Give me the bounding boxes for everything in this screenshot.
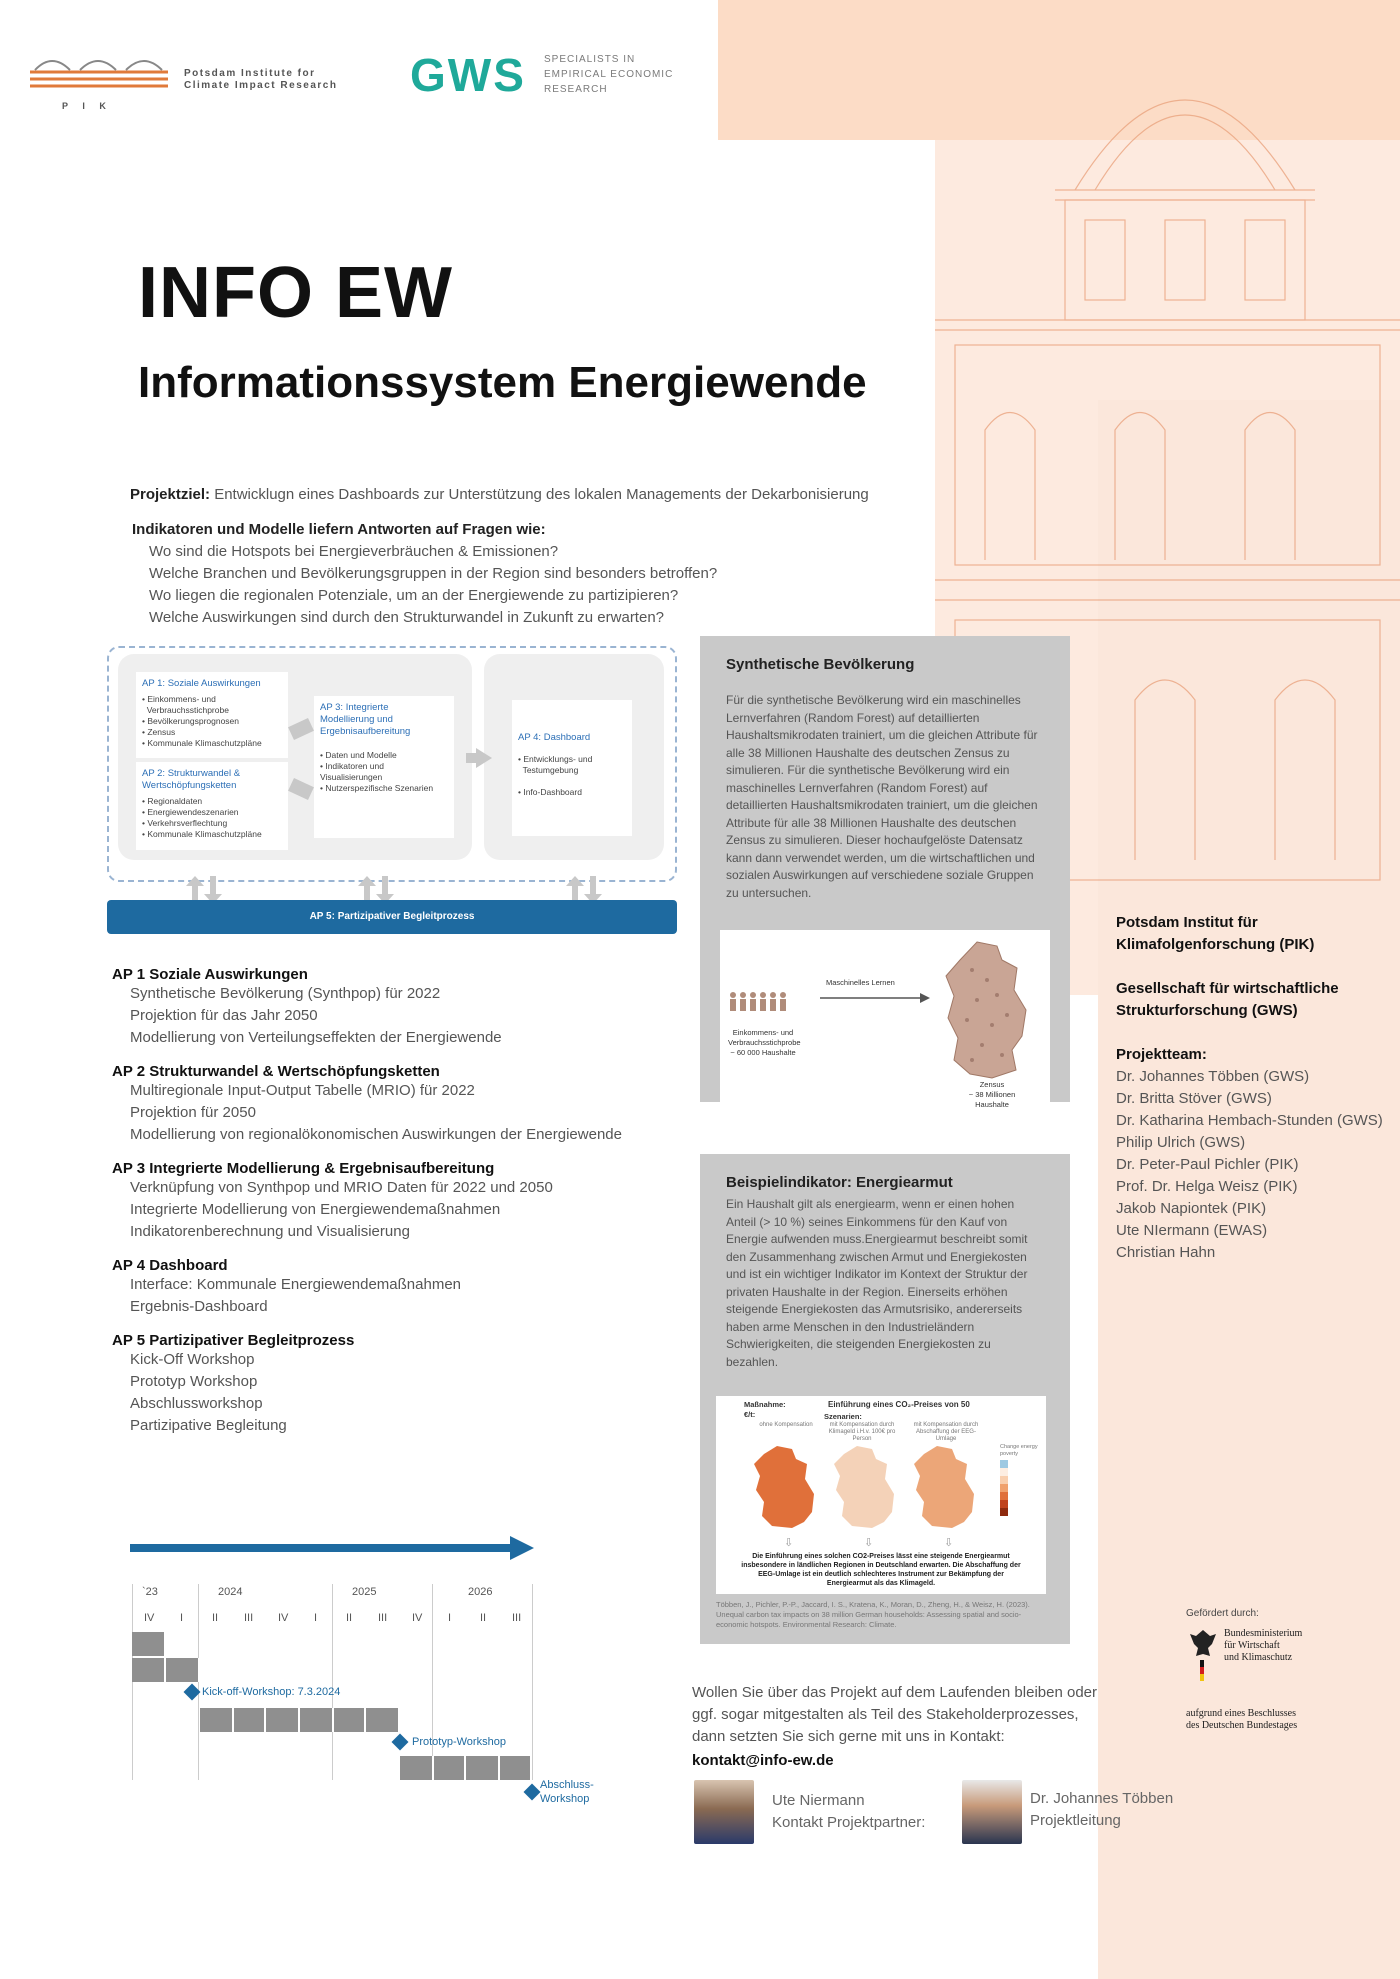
energy-map-s3 [912,1444,982,1530]
milestone-prototype: Prototyp-Workshop [412,1736,506,1748]
milestone-kickoff: Kick-off-Workshop: 7.3.2024 [202,1686,341,1698]
ap4-card-item: • Info-Dashboard [518,787,582,797]
ap-section-item: Prototyp Workshop [130,1373,258,1390]
page-title: INFO EW [138,253,453,333]
timeline [132,1584,594,1805]
ap1-card-item: • Zensus [142,727,176,737]
pik-abbr: P I K [62,101,112,111]
ap-section-item: Verknüpfung von Synthpop und MRIO Daten für 2022 und 2050 [130,1179,553,1196]
timeline-year: 2025 [352,1586,377,1598]
down-arrow-icon: ⇩ [784,1537,794,1549]
ap-section-item: Projektion für 2050 [130,1104,256,1121]
ap-section-item: Partizipative Begleitung [130,1417,287,1434]
synth-fig-left-line: Verbrauchsstichprobe [728,1038,801,1047]
ap-section-item: Indikatorenberechnung und Visualisierung [130,1223,410,1240]
ap5-bar: AP 5: Partizipativer Begleitprozess [107,900,677,934]
ap4-card-list [518,754,626,798]
ap4-card-item: • Entwicklungs- und [518,754,593,764]
ap2-card-item: • Regionaldaten [142,796,203,806]
team-member: Ute NIermann (EWAS) [1116,1222,1268,1239]
timeline-quarter: I [180,1612,184,1624]
ap1-card-title: AP 1: Soziale Auswirkungen [142,678,261,689]
energy-fig-measure-line: Maßnahme: [744,1400,786,1409]
energy-map-s1 [752,1444,822,1530]
ap3-card-list [320,750,448,794]
ap3-card-title2: Modellierung und [320,714,393,725]
gantt-bar [132,1632,166,1656]
ap-section [112,966,692,1049]
ap3-card-item: • Nutzerspezifische Szenarien [320,783,434,793]
ap2-card-item: • Energiewendeszenarien [142,807,239,817]
ap2-card [136,762,288,850]
question-item: Wo sind die Hotspots bei Energieverbräuchen & Emissionen? [149,543,559,560]
ap-section [112,1063,692,1146]
funding-label: Gefördert durch: [1186,1608,1259,1619]
timeline-quarter: III [244,1612,254,1624]
ap3-card-title: AP 3: Integrierte [320,702,389,713]
ap-section-item: Multiregionale Input-Output Tabelle (MRIO) für 2022 [130,1082,475,1099]
ap-section [112,1257,692,1318]
project-goal [130,484,869,506]
contact-person-1 [772,1790,925,1834]
gws-logo: GWS [410,49,526,101]
gantt-bar [166,1658,200,1682]
energy-reference: Többen, J., Pichler, P.-P., Jaccard, I. S., Kratena, K., Moran, D., Zheng, H., & Weisz, H. (2023). Unequal carbon tax impacts on 38 million German households: Assessing spatial and socio-economic hotspots. Environmental Research: Climate. [716,1600,1030,1629]
energy-fig-scenarios: Szenarien: [824,1412,862,1421]
timeline-quarter: II [346,1612,353,1624]
gantt-bar [466,1756,500,1780]
ap-section-item: Integrierte Modellierung von Energiewendemaßnahmen [130,1201,501,1218]
contact-person-2 [1030,1788,1173,1832]
ministry-line: Bundesministerium [1224,1628,1303,1639]
contact-person-1-name: Ute Niermann [772,1792,865,1809]
milestone-diamond-icon [392,1734,409,1751]
timeline-quarter: IV [144,1612,155,1624]
contact-person-2-role: Projektleitung [1030,1812,1121,1829]
team-member: Philip Ulrich (GWS) [1116,1134,1246,1151]
page-subtitle: Informationssystem Energiewende [138,358,867,407]
project-goal-label: Projektziel: [130,486,211,503]
energy-figure [716,1396,1046,1594]
project-goal-text: Entwicklugn eines Dashboards zur Unterstützung des lokalen Managements der Dekarbonisierung [214,486,869,503]
team-member: Dr. Britta Stöver (GWS) [1116,1090,1272,1107]
energy-fig-s2: mit Kompensation durch Klimageld i.H.v. 100€ pro Person [828,1422,896,1442]
bundestag-decision [1186,1708,1297,1732]
ap1-card-list [142,694,282,749]
timeline-quarter: IV [278,1612,289,1624]
decision-line: des Deutschen Bundestages [1186,1720,1298,1731]
team-member: Dr. Johannes Többen (GWS) [1116,1068,1310,1085]
ap-section-item: Abschlussworkshop [130,1395,263,1412]
energy-fig-s3: mit Kompensation durch Abschaffung der EEG-Umlage [913,1422,979,1442]
synth-figure [720,930,1050,1109]
contact-intro [692,1682,1097,1748]
milestone-final [540,1778,600,1806]
timeline-year: `23 [142,1586,158,1598]
ap4-card-item [518,776,626,787]
synth-fig-left-line: Einkommens- und [732,1028,794,1037]
team-member: Jakob Napiontek (PIK) [1116,1200,1267,1217]
synth-fig-ml: Maschinelles Lernen [826,978,895,987]
ap-section-item: Kick-Off Workshop [130,1351,255,1368]
timeline-year: 2024 [218,1586,243,1598]
contact-person-1-role: Kontakt Projektpartner: [772,1814,926,1831]
ap3-card-title3: Ergebnisaufbereitung [320,726,411,737]
ap-section-head: AP 2 Strukturwandel & Wertschöpfungsketten [112,1063,440,1080]
timeline-quarter: IV [412,1612,423,1624]
energy-fig-legend: Change energy poverty [1000,1444,1038,1457]
contact-intro-line: dann setzten Sie sich gerne mit uns in Kontakt: [692,1728,1005,1745]
partner-gws: Gesellschaft für wirtschaftliche Strukturforschung (GWS) [1116,980,1339,1019]
energy-title: Beispielindikator: Energiearmut [726,1174,953,1191]
synth-fig-right-line: ~ 38 Millionen Haushalte [968,1090,1016,1109]
partners-block [1116,912,1386,1264]
milestone-final-line: Workshop [540,1793,590,1805]
ap2-card-list [142,796,282,840]
gantt-bar [434,1756,466,1780]
ap1-card-item: • Kommunale Klimaschutzpläne [142,738,262,748]
ap-section [112,1332,692,1437]
energy-fig-title: Einführung eines CO₂-Preises von 50 [828,1400,970,1409]
federal-eagle-icon [1188,1626,1218,1684]
energy-fig-s1: ohne Kompensation [759,1422,813,1428]
gantt-bar [132,1658,166,1682]
diagram-arrow [466,748,492,768]
ap1-card-item: Verbrauchsstichprobe [142,705,229,715]
ap-section [112,1160,692,1243]
gantt-bar [300,1708,334,1732]
avatar-johannes-toebben [962,1780,1022,1844]
question-item: Welche Auswirkungen sind durch den Strukturwandel in Zukunft zu erwarten? [149,609,665,626]
ap4-card-item: Testumgebung [518,765,579,775]
milestone-final-line: Abschluss- [540,1779,594,1791]
ap3-card-item: • Indikatoren und Visualisierungen [320,761,384,782]
team-member: Dr. Katharina Hembach-Stunden (GWS) [1116,1112,1383,1129]
ap2-card-title2: Wertschöpfungsketten [142,780,237,791]
energy-map-s2 [832,1444,902,1530]
timeline-year: 2026 [468,1586,493,1598]
ap3-card-item: • Daten und Modelle [320,750,397,760]
household-sample-icon [728,990,788,1018]
ministry-name [1224,1628,1302,1664]
gantt-bar [366,1708,400,1732]
question-item: Wo liegen die regionalen Potenziale, um an der Energiewende zu partizipieren? [149,587,679,604]
energy-fig-measure-line: €/t: [744,1410,756,1419]
pik-name-line1: Potsdam Institute for [184,68,316,79]
synth-fig-right [952,1080,1032,1110]
synth-fig-left-line: ~ 60 000 Haushalte [730,1048,796,1057]
synth-fig-right-line: Zensus [979,1080,1005,1089]
ap-section-head: AP 5 Partizipativer Begleitprozess [112,1332,355,1349]
gws-line2: EMPIRICAL ECONOMIC [544,69,674,80]
energy-legend-scale [1000,1460,1010,1516]
ap1-card-item: • Einkommens- und [142,694,216,704]
questions-list [149,541,717,629]
ap2-card-item: • Kommunale Klimaschutzpläne [142,829,262,839]
ap3-card [314,696,454,838]
ap2-card-title: AP 2: Strukturwandel & [142,768,241,779]
synth-fig-left [728,1028,801,1058]
timeline-arrow-icon [130,1536,534,1560]
germany-census-map [942,940,1032,1080]
energy-text: Ein Haushalt gilt als energiearm, wenn er einen hohen Anteil (> 10 %) seines Einkommens für den Kauf von Energie aufwenden muss.Energiearmut beschreibt somit den Zusammenhang zwischen Armut und Energiekosten und ist ein wichtiger Indikator im Kontext der Struktur der privaten Haushalte in der Region. Einerseits erhöhen steigende Energiekosten das Armutsrisiko, andererseits haben arme Menschen in den Industrieländern Schwierigkeiten, die steigenden Energiekosten zu bezahlen. [726,1197,1028,1369]
ministry-line: und Klimaschutz [1224,1652,1293,1663]
arrow-right-icon [820,992,930,1004]
ap4-card-title: AP 4: Dashboard [518,732,591,743]
pik-logo-icon [30,52,168,98]
down-arrow-icon: ⇩ [944,1537,954,1549]
team-member: Prof. Dr. Helga Weisz (PIK) [1116,1178,1298,1195]
gantt-bar [400,1756,434,1780]
gantt-bar [500,1756,532,1780]
timeline-quarter: I [314,1612,318,1624]
contact-email-link[interactable]: kontakt@info-ew.de [692,1752,834,1769]
pik-name-line2: Climate Impact Research [184,80,338,91]
ap-section-head: AP 1 Soziale Auswirkungen [112,966,308,983]
energy-fig-measure [744,1400,786,1420]
gantt-bar [266,1708,300,1732]
gws-line3: RESEARCH [544,84,608,95]
contact-person-2-name: Dr. Johannes Többen [1030,1790,1174,1807]
ap-section-item: Synthetische Bevölkerung (Synthpop) für 2022 [130,985,441,1002]
timeline-quarter: II [212,1612,219,1624]
timeline-quarter: III [512,1612,522,1624]
contact-intro-line: ggf. sogar mitgestalten als Teil des Stakeholderprozesses, [692,1706,1079,1723]
ap1-card-item: • Bevölkerungsprognosen [142,716,240,726]
ap-section-item: Modellierung von regionalökonomischen Auswirkungen der Energiewende [130,1126,622,1143]
question-item: Welche Branchen und Bevölkerungsgruppen in der Region sind besonders betroffen? [149,565,718,582]
avatar-ute-niermann [694,1780,754,1844]
ap2-card-item: • Verkehrsverflechtung [142,818,228,828]
energy-fig-caption: Die Einführung eines solchen CO2-Preises lässt eine steigende Energiearmut insbesondere in ländlichen Regionen in Deutschland erwarten. Die Abschaffung der EEG-Umlage ist ein deutlich schlechteres Instrument zur Bekämpfung der Energiearmut als das Klimageld. [741,1553,1021,1587]
gantt-bar [234,1708,266,1732]
synth-text: Für die synthetische Bevölkerung wird ein maschinelles Lernverfahren (Random Forest) auf detaillierten Haushaltsmikrodaten trainiert, um die gleichen Attribute für alle 38 Millionen Haushalte des deutschen Zensus zu simulieren. Für die synthetische Bevölkerung wird ein maschinelles Lernverfahren (Random Forest) auf detaillierten Haushaltsmikrodaten trainiert, um die gleichen Attribute für alle 38 Millionen Haushalte des deutschen Zensus zu simulieren. Dieser hochaufgelöste Datensatz kann dann verwendet werden, um die wirtschaftlichen und sozialen Auswirkungen auf verschiedene soziale Gruppen zu untersuchen. [726,693,1038,900]
timeline-quarter: I [448,1612,452,1624]
decision-line: aufgrund eines Beschlusses [1186,1708,1296,1719]
ap-section-item: Modellierung von Verteilungseffekten der Energiewende [130,1029,502,1046]
ap4-card [512,700,632,836]
ap-section-head: AP 3 Integrierte Modellierung & Ergebnisaufbereitung [112,1160,495,1177]
ap-section-head: AP 4 Dashboard [112,1257,228,1274]
team-member: Dr. Peter-Paul Pichler (PIK) [1116,1156,1299,1173]
team-member: Christian Hahn [1116,1244,1216,1261]
ap-section-item: Ergebnis-Dashboard [130,1298,268,1315]
ap-section-item: Projektion für das Jahr 2050 [130,1007,318,1024]
gantt-bar [200,1708,234,1732]
ap-sections [112,966,692,1437]
timeline-quarter: III [378,1612,388,1624]
gws-line1: SPECIALISTS IN [544,54,636,65]
team-heading: Projektteam: [1116,1046,1207,1063]
synth-title: Synthetische Bevölkerung [726,656,915,673]
gantt-bar [334,1708,366,1732]
ap-section-item: Interface: Kommunale Energiewendemaßnahmen [130,1276,462,1293]
ap1-card [136,672,288,758]
down-arrow-icon: ⇩ [864,1537,874,1549]
ministry-line: für Wirtschaft [1224,1640,1280,1651]
contact-intro-line: Wollen Sie über das Projekt auf dem Laufenden bleiben oder [692,1684,1097,1701]
questions-heading: Indikatoren und Modelle liefern Antworten auf Fragen wie: [132,521,546,538]
timeline-quarter: II [480,1612,487,1624]
milestone-diamond-icon [524,1784,541,1801]
partner-pik: Potsdam Institut für Klimafolgenforschung (PIK) [1116,914,1315,953]
